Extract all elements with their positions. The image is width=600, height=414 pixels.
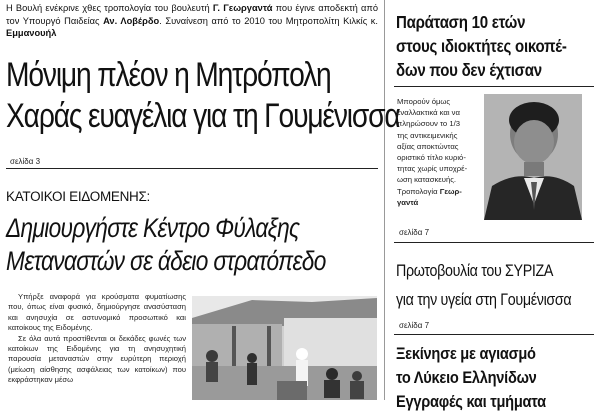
intro-text: που έγινε αποδεκτή από τον Υπουργό Παιδείας — [6, 3, 378, 26]
divider — [394, 334, 594, 335]
main-headline[interactable] — [6, 55, 400, 137]
page-reference[interactable]: σελίδα 7 — [399, 321, 430, 330]
politician-portrait — [484, 94, 582, 220]
main-headline-line2: Χαράς ευαγέλια για τη Γουμένισσα — [6, 97, 400, 135]
sidebar-headline-lyceum[interactable] — [396, 342, 546, 414]
body-line: Μπορούν όμως — [397, 97, 451, 106]
body-line: τητας χωρίς υποχρέ- — [397, 164, 468, 174]
body-line: πληρώσουν το 1/3 — [397, 119, 461, 129]
intro-text: Η Βουλή ενέκρινε χθες τροπολογία του βουλευτή — [6, 3, 213, 13]
article-photo — [192, 296, 377, 400]
article-paragraph: Υπήρξε αναφορά για κρούσματα φυματίωσης που, όπως είναι φυσικό, δημιούργησε ανασύσταση και ανησυχία σε αστυνομικό προσωπικό και κατοίκους της Ειδομένης. — [8, 292, 186, 333]
right-column — [388, 0, 600, 411]
sidebar-headline-line: Πρωτοβουλία του ΣΥΡΙΖΑ — [396, 261, 554, 280]
secondary-headline-line1: Δημιουργήστε Κέντρο Φύλαξης — [6, 213, 300, 243]
sidebar-headline-line: στους ιδιοκτήτες οικοπέ- — [396, 36, 567, 56]
body-line: οριστικό τίτλο κυριό- — [397, 153, 466, 163]
divider — [394, 86, 594, 87]
intro-text: . Συναίνεση από το 2010 του Μητροπολίτη Κιλκίς κ. — [159, 15, 378, 26]
sidebar-headline-line: για την υγεία στη Γουμένισσα — [396, 290, 572, 309]
intro-paragraph — [6, 2, 378, 40]
body-line: Τροπολογία — [397, 186, 440, 196]
intro-name-loverdos: Αν. Λοβέρδο — [103, 15, 160, 26]
divider — [6, 168, 378, 169]
intro-name-emmanouil: Εμμανουήλ — [6, 28, 57, 38]
sidebar-headline-syriza[interactable] — [396, 256, 571, 314]
article-paragraph: Σε όλα αυτά προστίθενται οι δεκάδες φωνές των κατοίκων της Ειδομένης για τη ανησυχητική παρουσία μεταναστών στην ευρύτερη περιοχή (μείωση αίσθησης ασφάλειας των κατοίκων) που εκφράστηκαν μέσω — [8, 333, 186, 385]
secondary-headline[interactable] — [6, 212, 326, 278]
body-line: αξίας αποκτώντας — [397, 141, 459, 151]
divider — [394, 242, 594, 243]
body-line: εναλλακτικά και να — [397, 108, 460, 118]
sidebar-headline-line: Εγγραφές και τμήματα — [396, 392, 546, 411]
page-reference[interactable]: σελίδα 3 — [10, 157, 41, 166]
sidebar-headline-line: δων που δεν έχτισαν — [396, 60, 542, 80]
main-headline-line1: Μόνιμη πλέον η Μητρόπολη — [6, 56, 331, 94]
body-line: της αντικειμενικής — [397, 130, 458, 140]
sidebar-article-body — [397, 96, 479, 208]
body-name: γαντά — [397, 197, 419, 207]
sidebar-headline-extension[interactable] — [396, 10, 568, 82]
sidebar-headline-line: Ξεκίνησε με αγιασμό — [396, 344, 536, 363]
intro-name-georgantas: Γ. Γεωργαντά — [212, 3, 273, 13]
secondary-headline-line2: Μεταναστών σε άδειο στρατόπεδο — [6, 246, 326, 276]
body-name: Γεωρ- — [439, 186, 462, 196]
article-body — [8, 292, 186, 386]
kicker: ΚΑΤΟΙΚΟΙ ΕΙΔΟΜΕΝΗΣ: — [6, 189, 150, 204]
sidebar-headline-line: το Λύκειο Ελληνίδων — [396, 368, 537, 387]
body-line: ωση κατασκευής. — [397, 175, 457, 185]
sidebar-headline-line: Παράταση 10 ετών — [396, 12, 526, 32]
page-reference[interactable]: σελίδα 7 — [399, 228, 430, 237]
